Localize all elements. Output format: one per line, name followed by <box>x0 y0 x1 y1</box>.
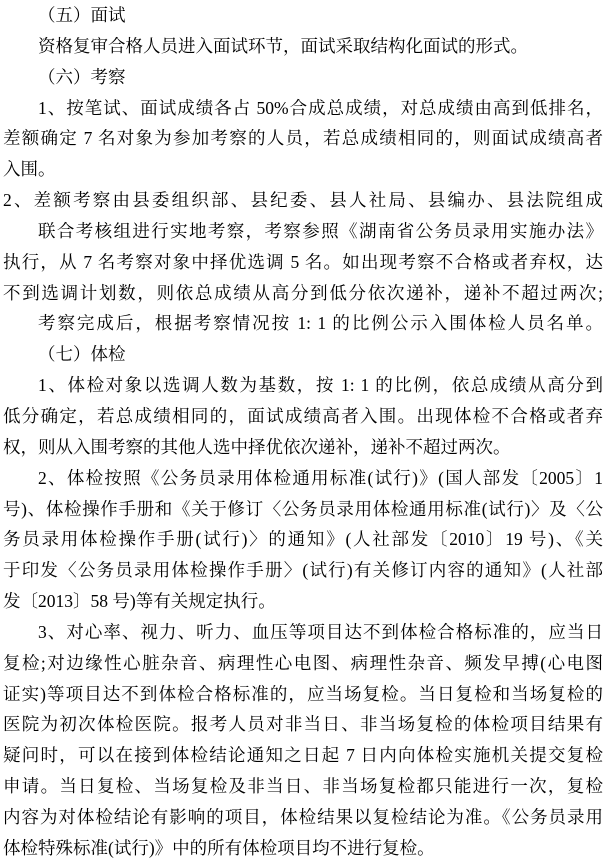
text-line: 联合考核组进行实地考察，考察参照《湖南省公务员录用实施办法》 <box>38 220 603 241</box>
text-line: 医院为初次体检医院。报考人员对非当日、非当场复检的体检项目结果有 <box>3 714 603 735</box>
text-line: 申请。当日复检、当场复检及非当日、非当场复检都只能进行一次，复检 <box>3 776 603 797</box>
text-line: 证实)等项目达不到体检合格标准的，应当场复检。当日复检和当场复检的 <box>3 683 603 704</box>
text-line: 务员录用体检操作手册(试行)〉的通知》(人社部发〔2010〕19 号)、《关 <box>3 529 603 550</box>
text-line: 号)、体检操作手册和《关于修订〈公务员录用体检通用标准(试行)〉及〈公 <box>3 498 603 519</box>
section-heading-inspection: （六）考察 <box>38 66 126 87</box>
text-line: 发〔2013〕58 号)等有关规定执行。 <box>3 591 276 612</box>
text-line: 1、体检对象以选调人数为基数，按 1: 1 的比例，依总成绩从高分到 <box>38 375 603 396</box>
text-line: 复检;对边缘性心脏杂音、病理性心电图、病理性杂音、频发早搏(心电图 <box>3 652 603 673</box>
text-line: 低分确定，若总成绩相同的，面试成绩高者入围。出现体检不合格或者弃 <box>3 405 603 426</box>
text-line: 体检特殊标准(试行)》中的所有体检项目均不进行复检。 <box>3 837 435 858</box>
section-heading-interview: （五）面试 <box>38 5 126 25</box>
text-line: 3、对心率、视力、听力、血压等项目达不到体检合格标准的，应当日 <box>38 621 603 642</box>
text-line: 资格复审合格人员进入面试环节，面试采取结构化面试的形式。 <box>38 35 528 56</box>
text-line: 1、按笔试、面试成绩各占 50%合成总成绩，对总成绩由高到低排名， <box>38 97 603 118</box>
text-line: 于印发〈公务员录用体检操作手册〉(试行)有关修订内容的通知》(人社部 <box>3 560 603 581</box>
text-line: 2、体检按照《公务员录用体检通用标准(试行)》(国人部发〔2005〕1 <box>38 467 603 488</box>
text-line: 不到选调计划数，则依总成绩从高分到低分依次递补，递补不超过两次; <box>3 282 603 303</box>
text-line: 疑问时，可以在接到体检结论通知之日起 7 日内向体检实施机关提交复检 <box>3 745 603 766</box>
text-line: 入围。 <box>3 159 56 180</box>
text-line: 内容为对体检结论有影响的项目，体检结果以复检结论为准。《公务员录用 <box>3 806 603 827</box>
text-line: 考察完成后，根据考察情况按 1: 1 的比例公示入围体检人员名单。 <box>38 313 603 334</box>
text-line: 执行，从 7 名考察对象中择优选调 5 名。如出现考察不合格或者弃权，达 <box>3 251 603 272</box>
text-line: 权，则从入围考察的其他人选中择优依次递补，递补不超过两次。 <box>3 436 511 457</box>
text-line: 2、差额考察由县委组织部、县纪委、县人社局、县编办、县法院组成 <box>3 190 603 211</box>
section-heading-physical-exam: （七）体检 <box>38 344 126 365</box>
text-line: 差额确定 7 名对象为参加考察的人员，若总成绩相同的，则面试成绩高者 <box>3 128 603 149</box>
